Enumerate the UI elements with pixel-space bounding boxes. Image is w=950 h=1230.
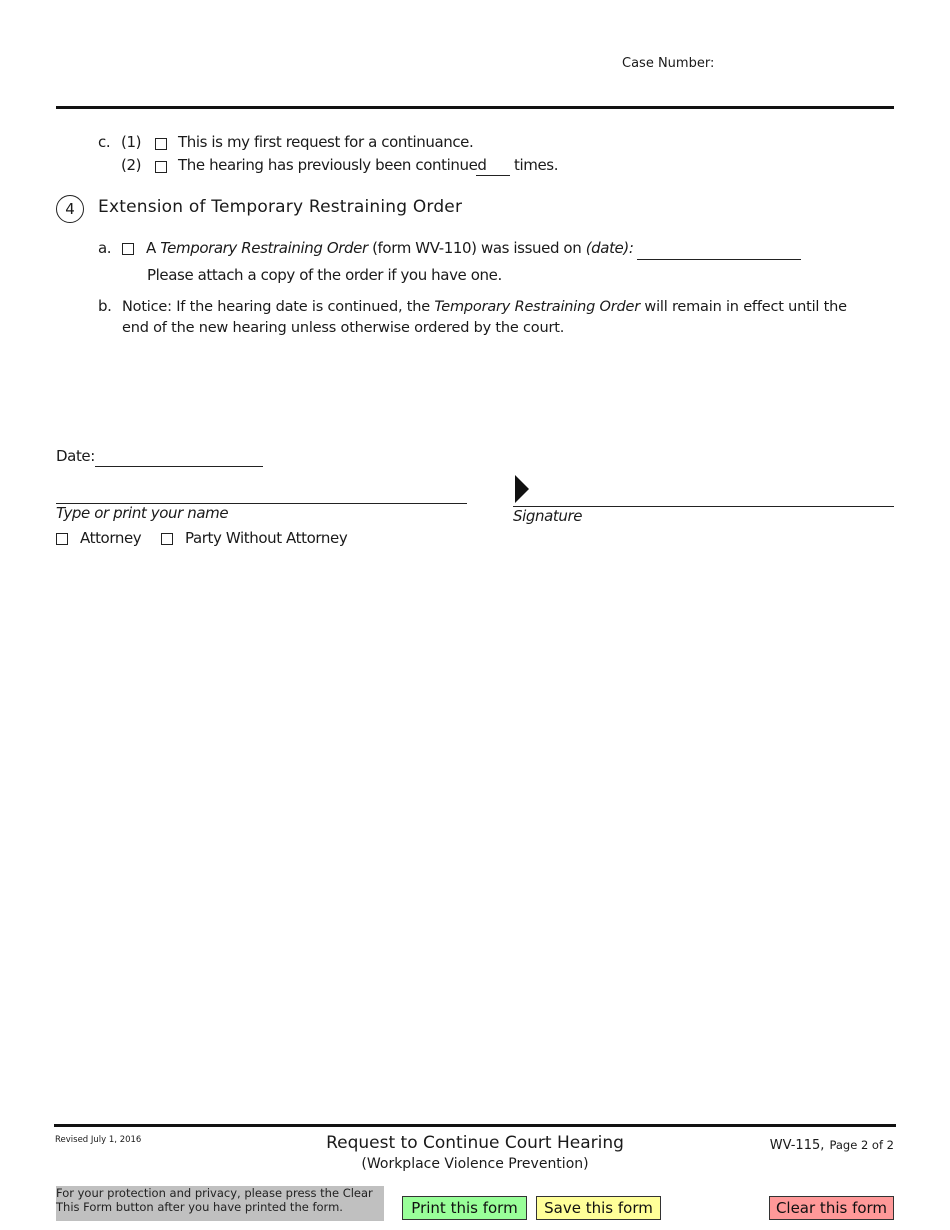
signature-label: Signature <box>513 507 583 525</box>
times-continued-field[interactable] <box>476 175 510 176</box>
tro-prefix: A <box>146 239 156 257</box>
tro-date-field[interactable] <box>637 259 801 260</box>
tro-issued-checkbox[interactable] <box>122 243 134 255</box>
previously-continued-text: The hearing has previously been continued <box>178 156 487 174</box>
date-label: Date: <box>56 447 95 465</box>
section-4-number-circle: 4 <box>56 195 84 223</box>
item-c-opt1-number: (1) <box>121 133 142 151</box>
section-4-title: Extension of Temporary Restraining Order <box>98 197 463 217</box>
privacy-note: For your protection and privacy, please press the Clear This Form button after you have printed the form. <box>56 1186 384 1221</box>
form-id <box>770 1134 894 1153</box>
section-4b-letter: b. <box>98 297 112 315</box>
footer-subtitle: (Workplace Violence Prevention) <box>361 1156 589 1172</box>
notice-form-name: Temporary Restraining Order <box>434 299 640 315</box>
signature-arrow-icon <box>515 475 529 503</box>
tro-issued-mid: (form WV-110) was issued on <box>372 239 582 257</box>
save-form-button[interactable]: Save this form <box>536 1196 661 1220</box>
tro-date-label: (date): <box>585 239 634 257</box>
item-c-letter: c. <box>98 133 111 151</box>
case-number-label: Case Number: <box>622 56 715 71</box>
attorney-checkbox[interactable] <box>56 533 68 545</box>
party-without-attorney-checkbox[interactable] <box>161 533 173 545</box>
first-request-text: This is my first request for a continuance. <box>178 133 474 151</box>
name-label: Type or print your name <box>56 504 229 522</box>
header-rule <box>56 106 894 109</box>
party-without-attorney-label: Party Without Attorney <box>185 529 348 547</box>
tro-issued-text <box>146 239 633 257</box>
date-field[interactable] <box>95 466 263 467</box>
print-form-button[interactable]: Print this form <box>402 1196 527 1220</box>
previously-continued-checkbox[interactable] <box>155 161 167 173</box>
footer-title: Request to Continue Court Hearing <box>326 1133 624 1153</box>
section-4a-letter: a. <box>98 239 112 257</box>
notice-text-3: end of the new hearing unless otherwise ordered by the court. <box>122 320 565 336</box>
notice-text-1: Notice: If the hearing date is continued, the <box>122 299 430 315</box>
form-id-text: WV-115, <box>769 1138 825 1153</box>
attach-copy-note: Please attach a copy of the order if you have one. <box>147 266 502 284</box>
tro-form-name: Temporary Restraining Order <box>160 239 368 257</box>
revised-date: Revised July 1, 2016 <box>55 1135 142 1145</box>
item-c-opt2-number: (2) <box>121 156 142 174</box>
first-request-checkbox[interactable] <box>155 138 167 150</box>
notice-text-2: will remain in effect until the <box>644 299 847 315</box>
section-4b-notice <box>122 297 892 339</box>
attorney-label: Attorney <box>80 529 142 547</box>
footer-rule <box>54 1124 896 1127</box>
clear-form-button[interactable]: Clear this form <box>769 1196 894 1220</box>
page-info: Page 2 of 2 <box>829 1138 894 1152</box>
times-suffix: times. <box>514 156 559 174</box>
